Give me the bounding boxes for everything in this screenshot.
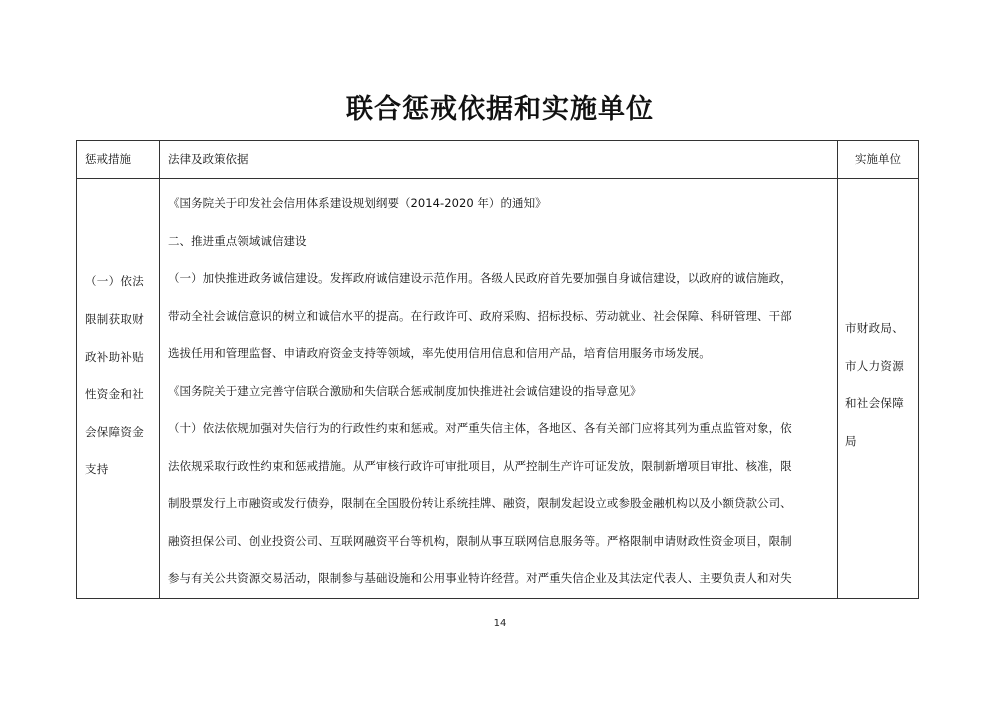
basis-line: （十）依法依规加强对失信行为的行政性约束和惩戒。对严重失信主体，各地区、各有关部门应将其列为重点监管对象，依 bbox=[168, 421, 792, 435]
basis-line: 《国务院关于印发社会信用体系建设规划纲要（2014-2020 年）的通知》 bbox=[168, 196, 547, 210]
unit-text: 市财政局、市人力资源和社会保障局 bbox=[845, 321, 904, 448]
unit-cell bbox=[838, 179, 919, 599]
header-measure: 惩戒措施 bbox=[77, 141, 160, 179]
basis-line: （一）加快推进政务诚信建设。发挥政府诚信建设示范作用。各级人民政府首先要加强自身诚信建设，以政府的诚信施政， bbox=[168, 271, 792, 285]
page-number: 14 bbox=[493, 618, 507, 629]
measure-text: （一）依法限制获取财政补助补贴性资金和社会保障资金支持 bbox=[85, 274, 144, 477]
header-unit: 实施单位 bbox=[838, 141, 919, 179]
basis-line: 法依规采取行政性约束和惩戒措施。从严审核行政许可审批项目，从严控制生产许可证发放，限制新增项目审批、核准，限 bbox=[168, 458, 792, 473]
basis-cell bbox=[160, 179, 838, 599]
table-row bbox=[77, 179, 919, 599]
basis-line: 参与有关公共资源交易活动，限制参与基础设施和公用事业特许经营。对严重失信企业及其法定代表人、主要负责人和对失 bbox=[168, 571, 792, 585]
document-title: 联合惩戒依据和实施单位 bbox=[346, 94, 654, 125]
basis-line: 带动全社会诚信意识的树立和诚信水平的提高。在行政许可、政府采购、招标投标、劳动就业、社会保障、科研管理、干部 bbox=[168, 308, 792, 323]
basis-line: 制股票发行上市融资或发行债券，限制在全国股份转让系统挂牌、融资，限制发起设立或参股金融机构以及小额贷款公司、 bbox=[168, 496, 792, 510]
basis-line: 《国务院关于建立完善守信联合激励和失信联合惩戒制度加快推进社会诚信建设的指导意见》 bbox=[168, 383, 642, 398]
measure-cell bbox=[77, 179, 160, 599]
basis-line: 选拔任用和管理监督、申请政府资金支持等领域，率先使用信用信息和信用产品，培育信用服务市场发展。 bbox=[168, 346, 711, 360]
table-header-row bbox=[77, 141, 919, 179]
basis-line: 融资担保公司、创业投资公司、互联网融资平台等机构，限制从事互联网信息服务等。严格限制申请财政性资金项目，限制 bbox=[168, 533, 792, 548]
basis-line: 二、推进重点领域诚信建设 bbox=[168, 233, 307, 248]
punishment-basis-table bbox=[76, 140, 919, 599]
header-basis: 法律及政策依据 bbox=[160, 141, 838, 179]
